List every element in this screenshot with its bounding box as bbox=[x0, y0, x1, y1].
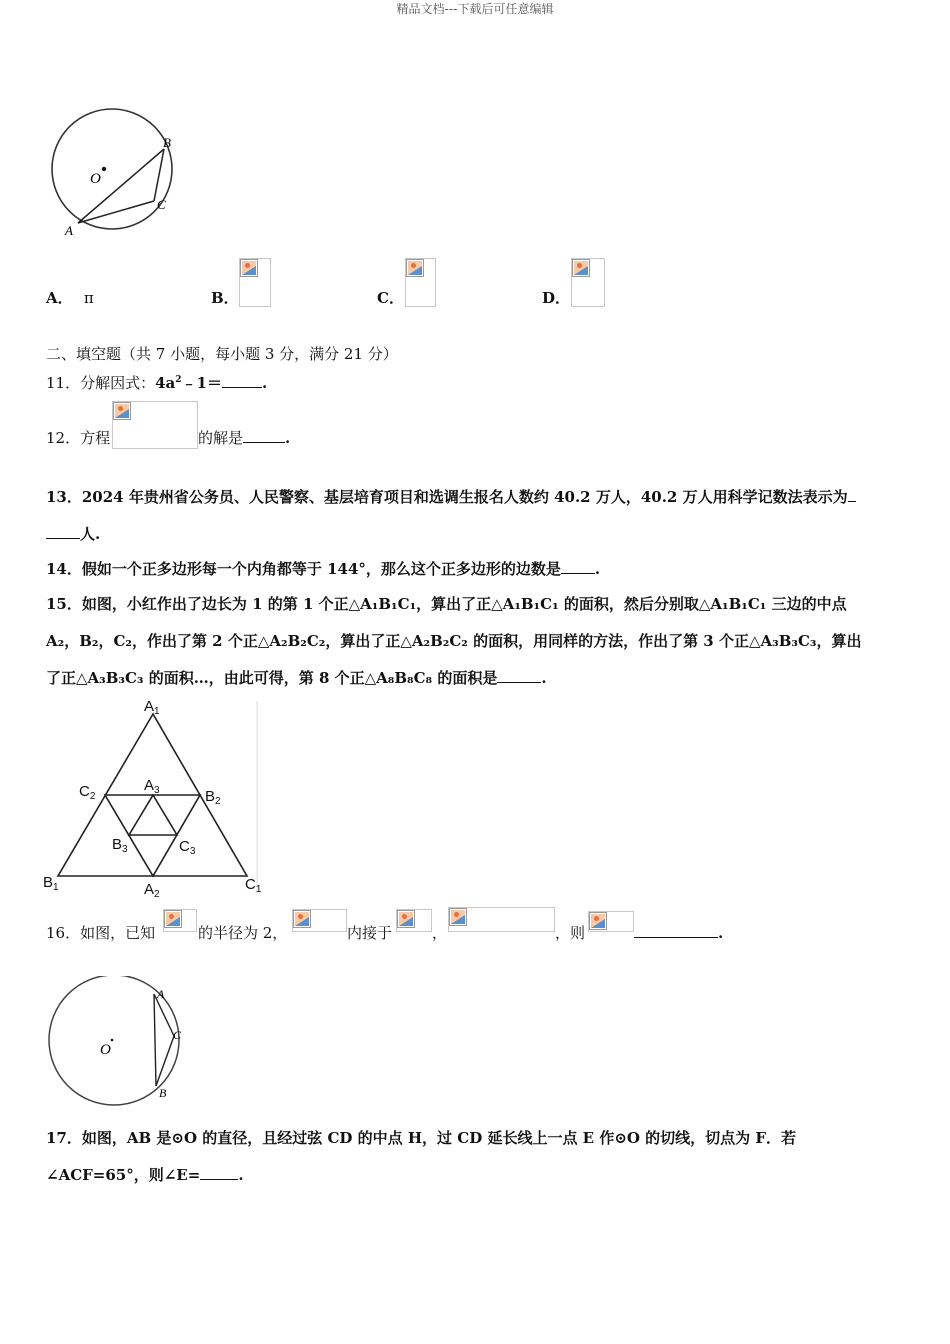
label-b2: $B_2$ bbox=[205, 788, 221, 807]
q12-end: . bbox=[285, 429, 291, 447]
q16-image-1 bbox=[163, 909, 197, 932]
label-c2: $C_2$ bbox=[79, 783, 96, 802]
broken-image-icon bbox=[164, 910, 182, 928]
option-c-image bbox=[405, 258, 436, 307]
question-12-tail bbox=[198, 428, 290, 448]
question-11 bbox=[46, 370, 267, 393]
center-dot bbox=[102, 167, 106, 171]
broken-image-icon bbox=[397, 910, 415, 928]
label-a3: $A_3$ bbox=[144, 777, 160, 796]
broken-image-icon bbox=[589, 912, 607, 930]
option-d-image bbox=[571, 258, 605, 307]
broken-image-icon bbox=[240, 259, 258, 277]
label-c: C bbox=[157, 197, 166, 212]
question-15-line3 bbox=[46, 668, 547, 688]
option-a-value: π bbox=[83, 289, 94, 307]
q14-end: . bbox=[594, 560, 601, 578]
q15-end: . bbox=[541, 669, 547, 687]
label-a: A bbox=[157, 987, 165, 1001]
circle-figure-1 bbox=[42, 105, 182, 240]
q12-prefix: 12．方程 bbox=[46, 429, 111, 447]
q16-image-3 bbox=[396, 909, 432, 932]
q14-text: 14．假如一个正多边形每一个内角都等于 144°，那么这个正多边形的边数是 bbox=[46, 560, 561, 578]
question-13-cont bbox=[46, 524, 100, 544]
option-d-label[interactable]: D． bbox=[542, 289, 571, 307]
label-b3: $B_3$ bbox=[112, 836, 128, 855]
label-a: A bbox=[65, 223, 73, 238]
chord-ab bbox=[154, 994, 156, 1086]
question-16-tail bbox=[634, 923, 723, 943]
page-header: 精品文档---下载后可任意编辑 bbox=[396, 2, 554, 16]
label-o: O bbox=[100, 1042, 111, 1058]
label-b: B bbox=[159, 1086, 167, 1100]
option-a-label: A． bbox=[46, 289, 73, 307]
option-b-label[interactable]: B． bbox=[211, 289, 239, 307]
q16-answer-blank[interactable] bbox=[634, 923, 718, 938]
broken-image-icon bbox=[293, 910, 311, 928]
q16-t2: 内接于 bbox=[347, 924, 393, 942]
label-c1: $C_1$ bbox=[245, 876, 262, 895]
triangle-figure-15 bbox=[40, 697, 270, 899]
label-o: O bbox=[90, 171, 101, 187]
q16-t1: 的半径为 2， bbox=[198, 924, 288, 942]
q17-answer-blank[interactable] bbox=[200, 1165, 238, 1180]
broken-image-icon bbox=[113, 402, 131, 420]
question-17-line2 bbox=[46, 1165, 244, 1185]
q11-end: . bbox=[261, 374, 268, 392]
q17-line2: ∠ACF=65°，则∠E= bbox=[46, 1166, 201, 1184]
option-c-label[interactable]: C． bbox=[377, 289, 404, 307]
question-14 bbox=[46, 559, 600, 579]
label-a1: $A_1$ bbox=[144, 698, 160, 717]
q12-answer-blank[interactable] bbox=[243, 428, 285, 443]
q11-expr: 4a bbox=[155, 374, 176, 392]
label-c: C bbox=[173, 1028, 182, 1042]
q15-line3: 了正△A₃B₃C₃ 的面积…，由此可得，第 8 个正△A₈B₈C₈ 的面积是 bbox=[46, 669, 498, 687]
q11-answer-blank[interactable] bbox=[222, 373, 262, 388]
triangle-3 bbox=[129, 795, 177, 835]
q16-t3: ， bbox=[432, 924, 448, 942]
section-title: 二、填空题（共 7 小题，每小题 3 分，满分 21 分） bbox=[46, 345, 398, 363]
label-c3: $C_3$ bbox=[179, 838, 196, 857]
q16-prefix: 16．如图，已知 bbox=[46, 924, 156, 942]
broken-image-icon bbox=[449, 908, 467, 926]
circle-figure-16 bbox=[42, 976, 192, 1111]
label-b1: $B_1$ bbox=[43, 874, 59, 893]
q15-answer-blank[interactable] bbox=[497, 668, 541, 683]
q16-image-5 bbox=[588, 911, 634, 932]
q16-end: . bbox=[718, 924, 724, 942]
label-a2: $A_2$ bbox=[144, 881, 160, 899]
q13-answer-blank-b[interactable] bbox=[46, 524, 80, 539]
q13-line1: 13．2024 年贵州省公务员、人民警察、基层培育项目和选调生报名人数约 40.2 万人，40.2 万人用科学记数法表示为 bbox=[46, 488, 848, 506]
q11-prefix: 11．分解因式： bbox=[46, 374, 156, 392]
q14-answer-blank[interactable] bbox=[561, 559, 595, 574]
option-b-image bbox=[239, 258, 271, 307]
q17-end: . bbox=[238, 1166, 244, 1184]
q17-line1: 17．如图，AB 是⊙O 的直径，且经过弦 CD 的中点 H，过 CD 延长线上一点 E 作⊙O 的切线，切点为 F．若 bbox=[46, 1129, 797, 1147]
q11-rest: ﹣1＝ bbox=[181, 374, 222, 392]
broken-image-icon bbox=[572, 259, 590, 277]
q15-line2: A₂，B₂，C₂，作出了第 2 个正△A₂B₂C₂，算出了正△A₂B₂C₂ 的面积，用同样的方法，作出了第 3 个正△A₃B₃C₃，算出 bbox=[46, 632, 862, 650]
q12-suffix: 的解是 bbox=[198, 429, 244, 447]
q12-equation-image bbox=[112, 401, 198, 449]
label-b: B bbox=[163, 135, 171, 150]
circle-o bbox=[52, 109, 172, 229]
option-a[interactable] bbox=[46, 287, 94, 308]
chord-cb bbox=[156, 1036, 174, 1086]
q13-answer-blank-a[interactable] bbox=[848, 487, 856, 502]
q13-line2: 人. bbox=[80, 525, 101, 543]
q15-line1: 15．如图，小红作出了边长为 1 的第 1 个正△A₁B₁C₁，算出了正△A₁B₁C₁ 的面积，然后分别取△A₁B₁C₁ 三边的中点 bbox=[46, 595, 847, 613]
broken-image-icon bbox=[406, 259, 424, 277]
center-dot bbox=[111, 1039, 114, 1042]
q16-image-4 bbox=[448, 907, 555, 932]
q16-image-2 bbox=[292, 909, 347, 932]
question-13 bbox=[46, 487, 856, 507]
q11-exp: 2 bbox=[175, 375, 182, 385]
q16-t4: ，则 bbox=[555, 924, 586, 942]
